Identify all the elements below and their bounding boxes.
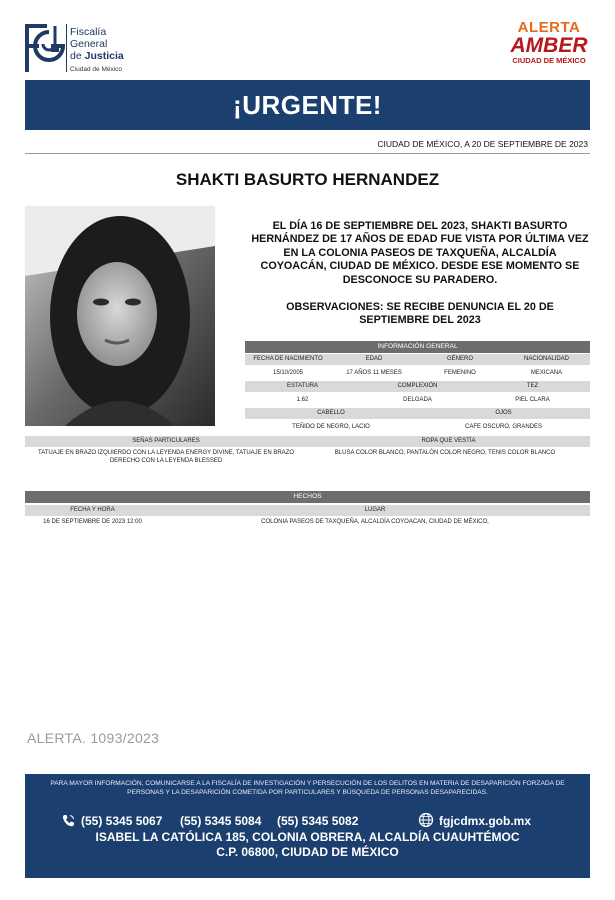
- value-birthdate: 15/10/2005: [272, 370, 304, 376]
- value-build: DELGADA: [403, 397, 432, 403]
- value-hair: TEÑIDO DE NEGRO, LACIO: [292, 424, 370, 430]
- observations: OBSERVACIONES: SE RECIBE DENUNCIA EL 20 DE SEPTIEMBRE DEL 2023: [286, 301, 554, 327]
- phone-icon: [61, 814, 75, 828]
- fgj-logo-icon: [25, 24, 65, 72]
- fgj-line-3-pre: de: [70, 50, 85, 62]
- fgj-line-3-bold: Justicia: [84, 50, 124, 62]
- urgent-banner: ¡URGENTE!: [25, 80, 590, 130]
- issue-date: CIUDAD DE MÉXICO, A 20 DE SEPTIEMBRE DE 2023: [377, 139, 588, 149]
- phone-1[interactable]: (55) 5345 5067: [81, 814, 163, 828]
- info-values-row-3: [245, 422, 590, 433]
- website-link[interactable]: fgjcdmx.gob.mx: [439, 814, 532, 828]
- info-labels-row-1: [245, 354, 590, 365]
- info-labels-row-2: [245, 381, 590, 392]
- value-age: 17 AÑOS 11 MESES: [346, 370, 402, 376]
- fgj-line-1: Fiscalía: [70, 26, 107, 38]
- facts-labels-row: [25, 505, 590, 516]
- value-nationality: MEXICANA: [530, 370, 563, 376]
- info-labels-row-3: [245, 408, 590, 419]
- facts-values-row: [25, 517, 590, 528]
- label-place: LUGAR: [364, 507, 386, 513]
- marks-labels-row: [25, 436, 590, 447]
- photo-graphic: [25, 206, 215, 426]
- label-eyes: OJOS: [495, 410, 512, 416]
- value-skin: PIEL CLARA: [515, 397, 550, 403]
- header: [0, 0, 615, 80]
- info-header: INFORMACIÓN GENERAL: [245, 341, 590, 353]
- label-clothing: ROPA QUE VESTÍA: [421, 438, 476, 444]
- facts-header: HECHOS: [25, 491, 590, 503]
- phone-2[interactable]: (55) 5345 5084: [180, 814, 262, 828]
- footer-address-2: C.P. 06800, CIUDAD DE MÉXICO: [216, 845, 399, 859]
- value-distinguishing-marks: TATUAJE EN BRAZO IZQUIERDO CON LA LEYENDA ENERGY DIVINE, TATUAJE EN BRAZO DERECHO CON LA LEYENDA BLESSED: [37, 450, 295, 464]
- amber-line-2: AMBER: [510, 34, 588, 57]
- label-distinguishing-marks: SEÑAS PARTICULARES: [132, 438, 200, 444]
- alerta-amber-logo: [508, 20, 590, 75]
- label-age: EDAD: [365, 356, 383, 362]
- phone-3[interactable]: (55) 5345 5082: [277, 814, 359, 828]
- label-build: COMPLEXIÓN: [397, 383, 438, 389]
- globe-icon: [418, 812, 434, 828]
- value-height: 1.62: [296, 397, 309, 403]
- value-place: COLONIA PASEOS DE TAXQUEÑA, ALCALDÍA COYOACAN, CIUDAD DE MÉXICO,: [261, 519, 489, 525]
- label-height: ESTATURA: [286, 383, 319, 389]
- label-nationality: NACIONALIDAD: [523, 356, 569, 362]
- fgj-line-3: [70, 50, 124, 62]
- label-hair: CABELLO: [317, 410, 345, 416]
- footer: [25, 774, 590, 878]
- value-datetime: 16 DE SEPTIEMBRE DE 2023 12:00: [43, 519, 142, 525]
- fgj-line-4: Ciudad de México: [70, 66, 123, 73]
- label-skin: TEZ: [526, 383, 539, 389]
- divider: [25, 153, 590, 154]
- logo-divider: [66, 24, 67, 72]
- alert-number: ALERTA. 1093/2023: [27, 730, 160, 746]
- person-photo: [25, 206, 215, 426]
- footer-contact-row: [25, 814, 590, 830]
- amber-line-1: ALERTA: [517, 19, 581, 36]
- fgj-line-2: General: [70, 38, 108, 50]
- fgj-wordmark: [70, 26, 124, 76]
- value-gender: FEMENINO: [444, 370, 476, 376]
- info-values-row-2: [245, 395, 590, 406]
- footer-info: PARA MAYOR INFORMACIÓN, COMUNICARSE A LA FISCALÍA DE INVESTIGACIÓN Y PERSECUCIÓN DE LOS DELITOS EN MATERIA DE DESAPARICIÓN FORZADA DE PERSONAS Y LA DESAPARICIÓN COMETIDA POR PARTICULARES Y BÚSQUEDA DE PERSONAS DESAPARECIDAS.: [50, 780, 565, 796]
- value-eyes: CAFE OSCURO, GRANDES: [464, 424, 542, 430]
- case-description: EL DÍA 16 DE SEPTIEMBRE DEL 2023, SHAKTI BASURTO HERNÁNDEZ DE 17 AÑOS DE EDAD FUE VISTA POR ÚLTIMA VEZ EN LA COLONIA PASEOS DE TAXQUEÑA, ALCALDÍA COYOACÁN, CIUDAD DE MÉXICO. DESDE ESE MOMENTO SE DESCONOCE SU PARADERO.: [251, 220, 589, 286]
- footer-address-1: ISABEL LA CATÓLICA 185, COLONIA OBRERA, ALCALDÍA CUAUHTÉMOC: [95, 830, 520, 844]
- label-birthdate: FECHA DE NACIMIENTO: [253, 356, 323, 362]
- label-gender: GÉNERO: [446, 356, 473, 362]
- amber-line-3: CIUDAD DE MÉXICO: [512, 56, 586, 65]
- value-clothing: BLUSA COLOR BLANCO, PANTALÓN COLOR NEGRO, TENIS COLOR BLANCO: [334, 450, 556, 456]
- label-datetime: FECHA Y HORA: [70, 507, 115, 513]
- person-name: SHAKTI BASURTO HERNANDEZ: [175, 170, 440, 189]
- info-values-row-1: [245, 368, 590, 379]
